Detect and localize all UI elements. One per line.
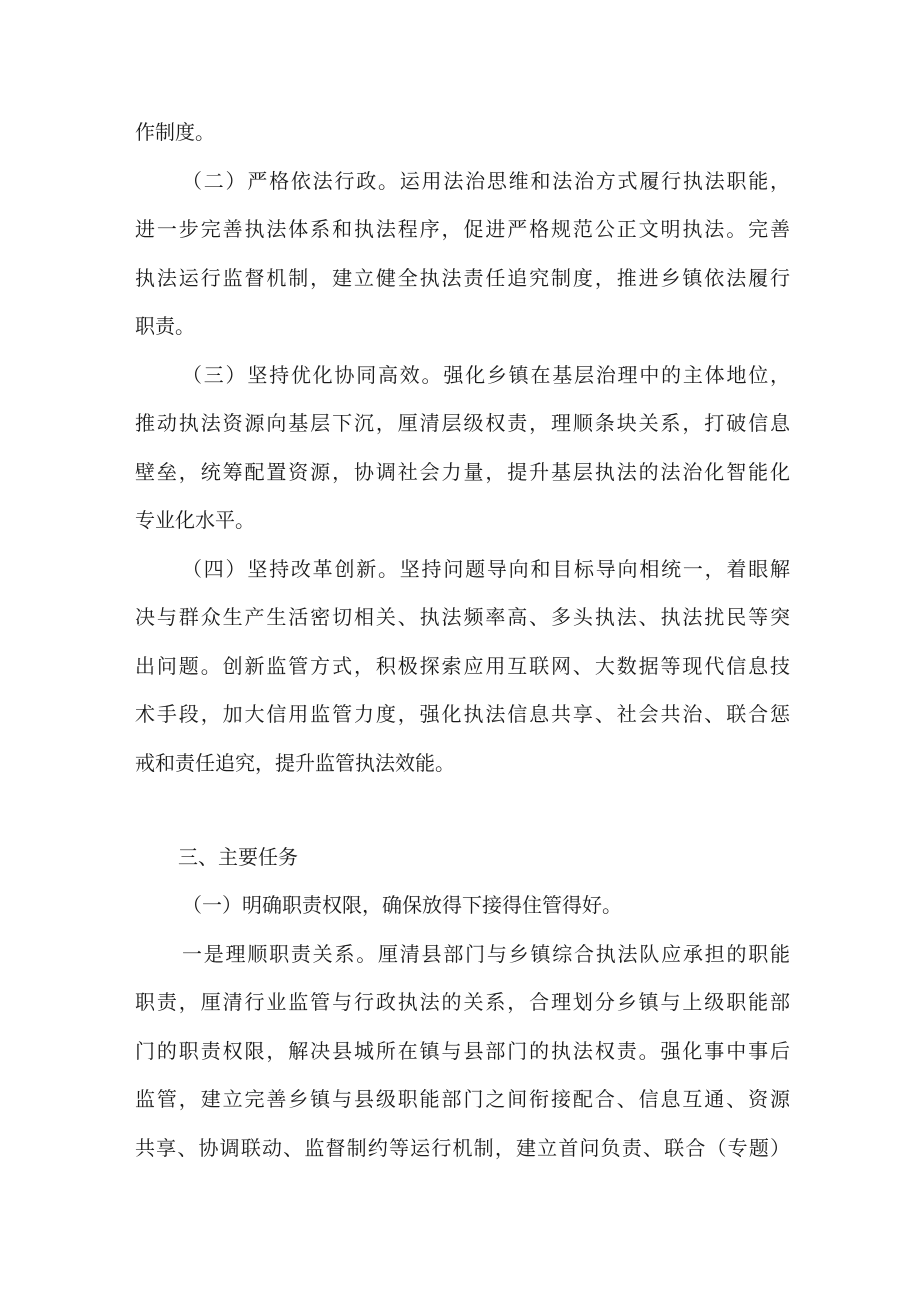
text-line: 执法运行监督机制，建立健全执法责任追究制度，推进乡镇依法履行: [135, 266, 790, 290]
text-line: 专业化水平。: [135, 508, 255, 532]
text-line: 一是理顺职责关系。厘清县部门与乡镇综合执法队应承担的职能: [182, 942, 790, 966]
text-line: 共享、协调联动、监督制约等运行机制，建立首问负责、联合（专题）: [135, 1136, 790, 1160]
text-line: 监管，建立完善乡镇与县级职能部门之间衔接配合、信息互通、资源: [135, 1087, 790, 1111]
text-line: 进一步完善执法体系和执法程序，促进严格规范公正文明执法。完善: [135, 217, 790, 241]
text-line: 术手段，加大信用监管力度，强化执法信息共享、社会共治、联合惩: [135, 702, 790, 726]
text-line: （四）坚持改革创新。坚持问题导向和目标导向相统一，着眼解: [182, 557, 790, 581]
text-line: 作制度。: [135, 120, 215, 144]
text-line: 推动执法资源向基层下沉，厘清层级权责，理顺条块关系，打破信息: [135, 411, 790, 435]
text-line: 壁垒，统筹配置资源，协调社会力量，提升基层执法的法治化智能化: [135, 460, 790, 484]
text-line: （三）坚持优化协同高效。强化乡镇在基层治理中的主体地位，: [182, 363, 790, 387]
section-heading: 三、主要任务: [178, 845, 298, 869]
subheading: （一）明确职责权限，确保放得下接得住管得好。: [182, 893, 622, 917]
text-line: 门的职责权限，解决县城所在镇与县部门的执法权责。强化事中事后: [135, 1039, 790, 1063]
text-line: 出问题。创新监管方式，积极探索应用互联网、大数据等现代信息技: [135, 654, 790, 678]
text-line: 职责。: [135, 314, 195, 338]
text-line: 职责，厘清行业监管与行政执法的关系，合理划分乡镇与上级职能部: [135, 990, 790, 1014]
text-line: 决与群众生产生活密切相关、执法频率高、多头执法、执法扰民等突: [135, 605, 790, 629]
text-line: （二）严格依法行政。运用法治思维和法治方式履行执法职能，: [182, 169, 790, 193]
text-line: 戒和责任追究，提升监管执法效能。: [135, 751, 455, 775]
